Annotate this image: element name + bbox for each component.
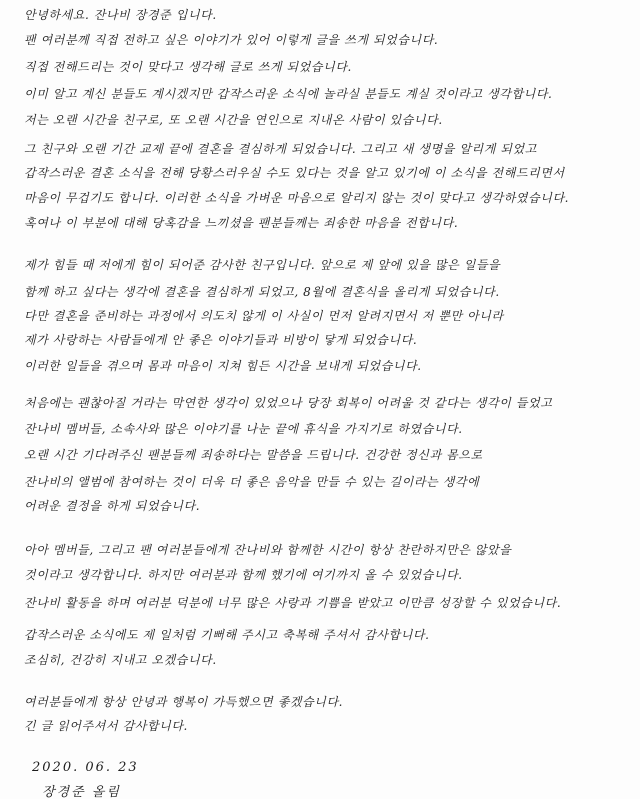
- letter-line: 어려운 결정을 하게 되었습니다.: [24, 499, 201, 513]
- letter-line: 팬 여러분께 직접 전하고 싶은 이야기가 있어 이렇게 글을 쓰게 되었습니다.: [24, 33, 439, 47]
- letter-line: 오랜 시간 기다려주신 팬분들께 죄송하다는 말씀을 드립니다. 건강한 정신과 몸으로: [24, 448, 483, 462]
- letter-line: 여러분들에게 항상 안녕과 행복이 가득했으면 좋겠습니다.: [24, 695, 344, 709]
- letter-line: 것이라고 생각합니다. 하지만 여러분과 함께 했기에 여기까지 올 수 있었습니다.: [24, 568, 463, 582]
- letter-line: 긴 글 읽어주셔서 감사합니다.: [24, 719, 188, 733]
- letter-line: 처음에는 괜찮아질 거라는 막연한 생각이 있었으나 당장 회복이 어려울 것 같다는 생각이 들었고: [24, 396, 553, 410]
- letter-line: 혹여나 이 부분에 대해 당혹감을 느끼셨을 팬분들께는 죄송한 마음을 전합니다.: [24, 216, 459, 230]
- letter-line: 이러한 일들을 겪으며 몸과 마음이 지쳐 힘든 시간을 보내게 되었습니다.: [24, 359, 422, 373]
- letter-line: 제가 힘들 때 저에게 힘이 되어준 감사한 친구입니다. 앞으로 제 앞에 있을 많은 일들을: [24, 258, 501, 272]
- letter-line: 그 친구와 오랜 기간 교제 끝에 결혼을 결심하게 되었습니다. 그리고 새 생명을 알리게 되었고: [24, 142, 537, 156]
- letter-line: 갑작스러운 소식에도 제 일처럼 기뻐해 주시고 축복해 주셔서 감사합니다.: [24, 628, 430, 642]
- letter-line: 제가 사랑하는 사람들에게 안 좋은 이야기들과 비방이 닿게 되었습니다.: [24, 333, 418, 347]
- letter-signature: 장경준 올림: [42, 785, 121, 800]
- letter-date: 2020. 06. 23: [32, 760, 139, 775]
- letter-line: 잔나비 멤버들, 소속사와 많은 이야기를 나눈 끝에 휴식을 가지기로 하였습니다.: [24, 422, 463, 436]
- letter-line: 마음이 무겁기도 합니다. 이러한 소식을 가벼운 마음으로 알리지 않는 것이 맞다고 생각하였습니다.: [24, 191, 570, 205]
- letter-line: 조심히, 건강히 지내고 오겠습니다.: [24, 653, 217, 667]
- letter-line: 아아 멤버들, 그리고 팬 여러분들에게 잔나비와 함께한 시간이 항상 찬란하지만은 않았을: [24, 543, 512, 557]
- letter-line: 저는 오랜 시간을 친구로, 또 오랜 시간을 연인으로 지내온 사람이 있습니다.: [24, 113, 443, 127]
- letter-line: 잔나비의 앨범에 참여하는 것이 더욱 더 좋은 음악을 만들 수 있는 길이라는 생각에: [24, 475, 480, 489]
- letter-line: 안녕하세요. 잔나비 장경준 입니다.: [24, 8, 217, 22]
- letter-line: 다만 결혼을 준비하는 과정에서 의도치 않게 이 사실이 먼저 알려지면서 저 뿐만 아니라: [24, 309, 504, 323]
- letter-line: 직접 전해드리는 것이 맞다고 생각해 글로 쓰게 되었습니다.: [24, 60, 352, 74]
- letter-line: 잔나비 활동을 하며 여러분 덕분에 너무 많은 사랑과 기쁨을 받았고 이만큼 성장할 수 있었습니다.: [24, 596, 562, 610]
- letter-line: 이미 알고 계신 분들도 계시겠지만 갑작스러운 소식에 놀라실 분들도 계실 것이라고 생각합니다.: [24, 87, 553, 101]
- letter-line: 갑작스러운 결혼 소식을 전해 당황스러우실 수도 있다는 것을 알고 있기에 이 소식을 전해드리면서: [24, 166, 565, 180]
- letter-line: 함께 하고 싶다는 생각에 결혼을 결심하게 되었고, 8월에 결혼식을 올리게 되었습니다.: [24, 285, 500, 299]
